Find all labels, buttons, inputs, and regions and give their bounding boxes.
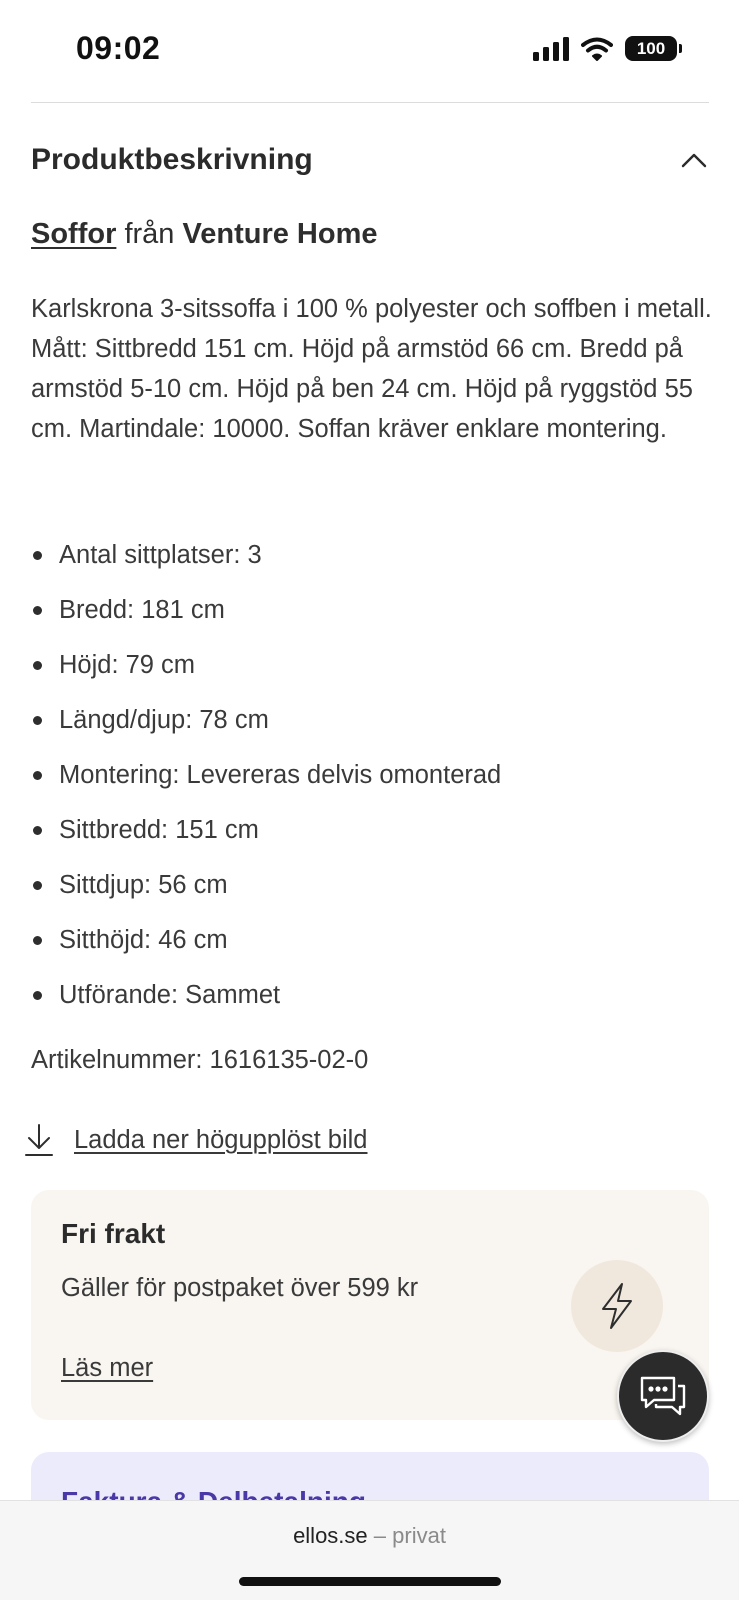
- bullet: [33, 551, 42, 560]
- list-item: [31, 693, 711, 748]
- spec-text: Sittbredd: 151 cm: [59, 816, 259, 844]
- spec-text: Sitthöjd: 46 cm: [59, 926, 228, 954]
- list-item: [31, 858, 711, 913]
- freight-title: Fri frakt: [61, 1218, 166, 1249]
- freight-text: Gäller för postpaket över 599 kr: [61, 1274, 419, 1302]
- status-bar: [0, 0, 739, 96]
- product-description-accordion-header[interactable]: [31, 135, 709, 185]
- spec-text: Antal sittplatser: 3: [59, 541, 262, 569]
- status-icons: [533, 36, 677, 61]
- brand-from-text: från: [124, 218, 175, 250]
- url-suffix: – privat: [373, 1523, 446, 1548]
- category-link[interactable]: Soffor: [31, 218, 117, 250]
- bullet: [33, 936, 42, 945]
- brand-line: [31, 218, 377, 251]
- download-icon: [24, 1123, 54, 1157]
- list-item: [31, 638, 711, 693]
- spec-text: Höjd: 79 cm: [59, 651, 196, 679]
- spec-text: Längd/djup: 78 cm: [59, 706, 269, 734]
- bullet: [33, 826, 42, 835]
- lightning-bolt-icon: [571, 1260, 663, 1352]
- list-item: [31, 803, 711, 858]
- list-item: [31, 748, 711, 803]
- brand-name: Venture Home: [182, 218, 378, 250]
- bullet: [33, 716, 42, 725]
- status-time: 09:02: [76, 30, 161, 66]
- chat-bubbles-icon: [638, 1374, 688, 1418]
- bullet: [33, 606, 42, 615]
- battery-level: 100: [636, 38, 666, 58]
- download-image-link[interactable]: [24, 1118, 368, 1162]
- bullet: [33, 661, 42, 670]
- battery-icon: [625, 36, 677, 61]
- spec-text: Sittdjup: 56 cm: [59, 871, 228, 899]
- accordion-title: Produktbeskrivning: [31, 143, 313, 176]
- article-number: Artikelnummer: 1616135-02-0: [31, 1046, 369, 1074]
- list-item: [31, 583, 711, 638]
- list-item: [31, 968, 711, 1023]
- browser-bottom-bar: [0, 1500, 739, 1600]
- bullet: [33, 991, 42, 1000]
- list-item: [31, 913, 711, 968]
- spec-text: Montering: Levereras delvis omonterad: [59, 761, 502, 789]
- spec-text: Bredd: 181 cm: [59, 596, 225, 624]
- url-domain: ellos.se: [293, 1523, 368, 1548]
- product-description-text: Karlskrona 3-sitssoffa i 100 % polyester och soffben i metall. Mått: Sittbredd 151 cm. Höjd på armstöd 66 cm. Bredd på armstöd 5-10 cm. Höjd på ben 24 cm. Höjd på ryggstöd 55 cm. Martindale: 10000. Soffan kräver enklare montering.: [31, 295, 712, 443]
- list-item: [31, 528, 711, 583]
- chevron-up-icon[interactable]: [679, 145, 709, 175]
- bullet: [33, 771, 42, 780]
- download-label: Ladda ner högupplöst bild: [74, 1125, 368, 1154]
- cellular-signal-icon: [533, 37, 569, 61]
- top-divider: [31, 102, 709, 103]
- bullet: [33, 881, 42, 890]
- spec-list: [31, 528, 711, 1023]
- home-indicator[interactable]: [239, 1577, 501, 1586]
- spec-text: Utförande: Sammet: [59, 981, 281, 1009]
- free-freight-card: [31, 1190, 709, 1420]
- chat-button[interactable]: [617, 1350, 709, 1442]
- url-line[interactable]: [0, 1523, 739, 1549]
- wifi-icon: [581, 37, 613, 61]
- read-more-link[interactable]: Läs mer: [61, 1354, 154, 1382]
